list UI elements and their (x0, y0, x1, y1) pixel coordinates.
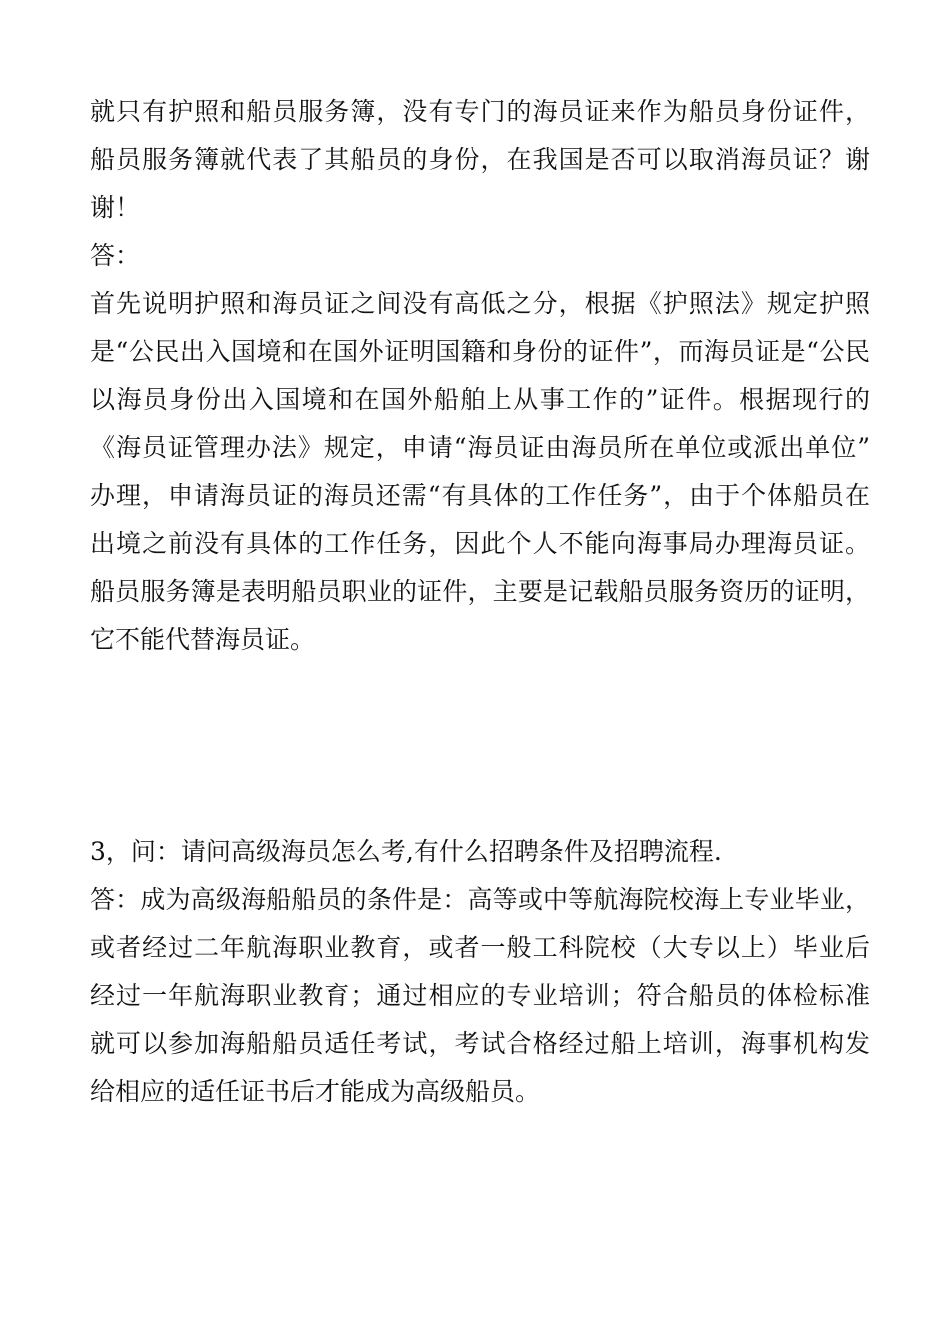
answer-label: 答： (90, 241, 141, 270)
question-line-2: 船员服务簿就代表了其船员的身份，在我国是否可以取消海员证？谢 (90, 145, 870, 174)
answer-line-2: 是“公民出入国境和在国外证明国籍和身份的证件”，而海员证是“公民 (90, 337, 870, 366)
question-3: 3，问：请问高级海员怎么考,有什么招聘条件及招聘流程. (90, 837, 722, 866)
question-line-3: 谢！ (90, 193, 141, 222)
answer-3-line-2: 或者经过二年航海职业教育，或者一般工科院校（大专以上）毕业后 (90, 933, 870, 962)
answer-line-6: 出境之前没有具体的工作任务，因此个人不能向海事局办理海员证。 (90, 529, 870, 558)
answer-3-line-3: 经过一年航海职业教育；通过相应的专业培训；符合船员的体检标准 (90, 981, 870, 1010)
question-line-1: 就只有护照和船员服务簿，没有专门的海员证来作为船员身份证件， (90, 97, 870, 126)
answer-3-line-5: 给相应的适任证书后才能成为高级船员。 (90, 1077, 541, 1106)
answer-3-line-1: 答：成为高级海船船员的条件是：高等或中等航海院校海上专业毕业， (90, 885, 870, 914)
document-section-2 (90, 828, 870, 1116)
answer-line-4: 《海员证管理办法》规定，申请“海员证由海员所在单位或派出单位” (90, 433, 870, 462)
answer-line-8: 它不能代替海员证。 (90, 625, 316, 654)
answer-line-3: 以海员身份出入国境和在国外船舶上从事工作的”证件。根据现行的 (90, 385, 870, 414)
answer-3-line-4: 就可以参加海船船员适任考试，考试合格经过船上培训，海事机构发 (90, 1029, 870, 1058)
answer-line-1: 首先说明护照和海员证之间没有高低之分，根据《护照法》规定护照 (90, 289, 870, 318)
answer-line-5: 办理，申请海员证的海员还需“有具体的工作任务”，由于个体船员在 (90, 481, 870, 510)
document-section-1 (90, 88, 870, 664)
answer-line-7: 船员服务簿是表明船员职业的证件，主要是记载船员服务资历的证明， (90, 577, 870, 606)
